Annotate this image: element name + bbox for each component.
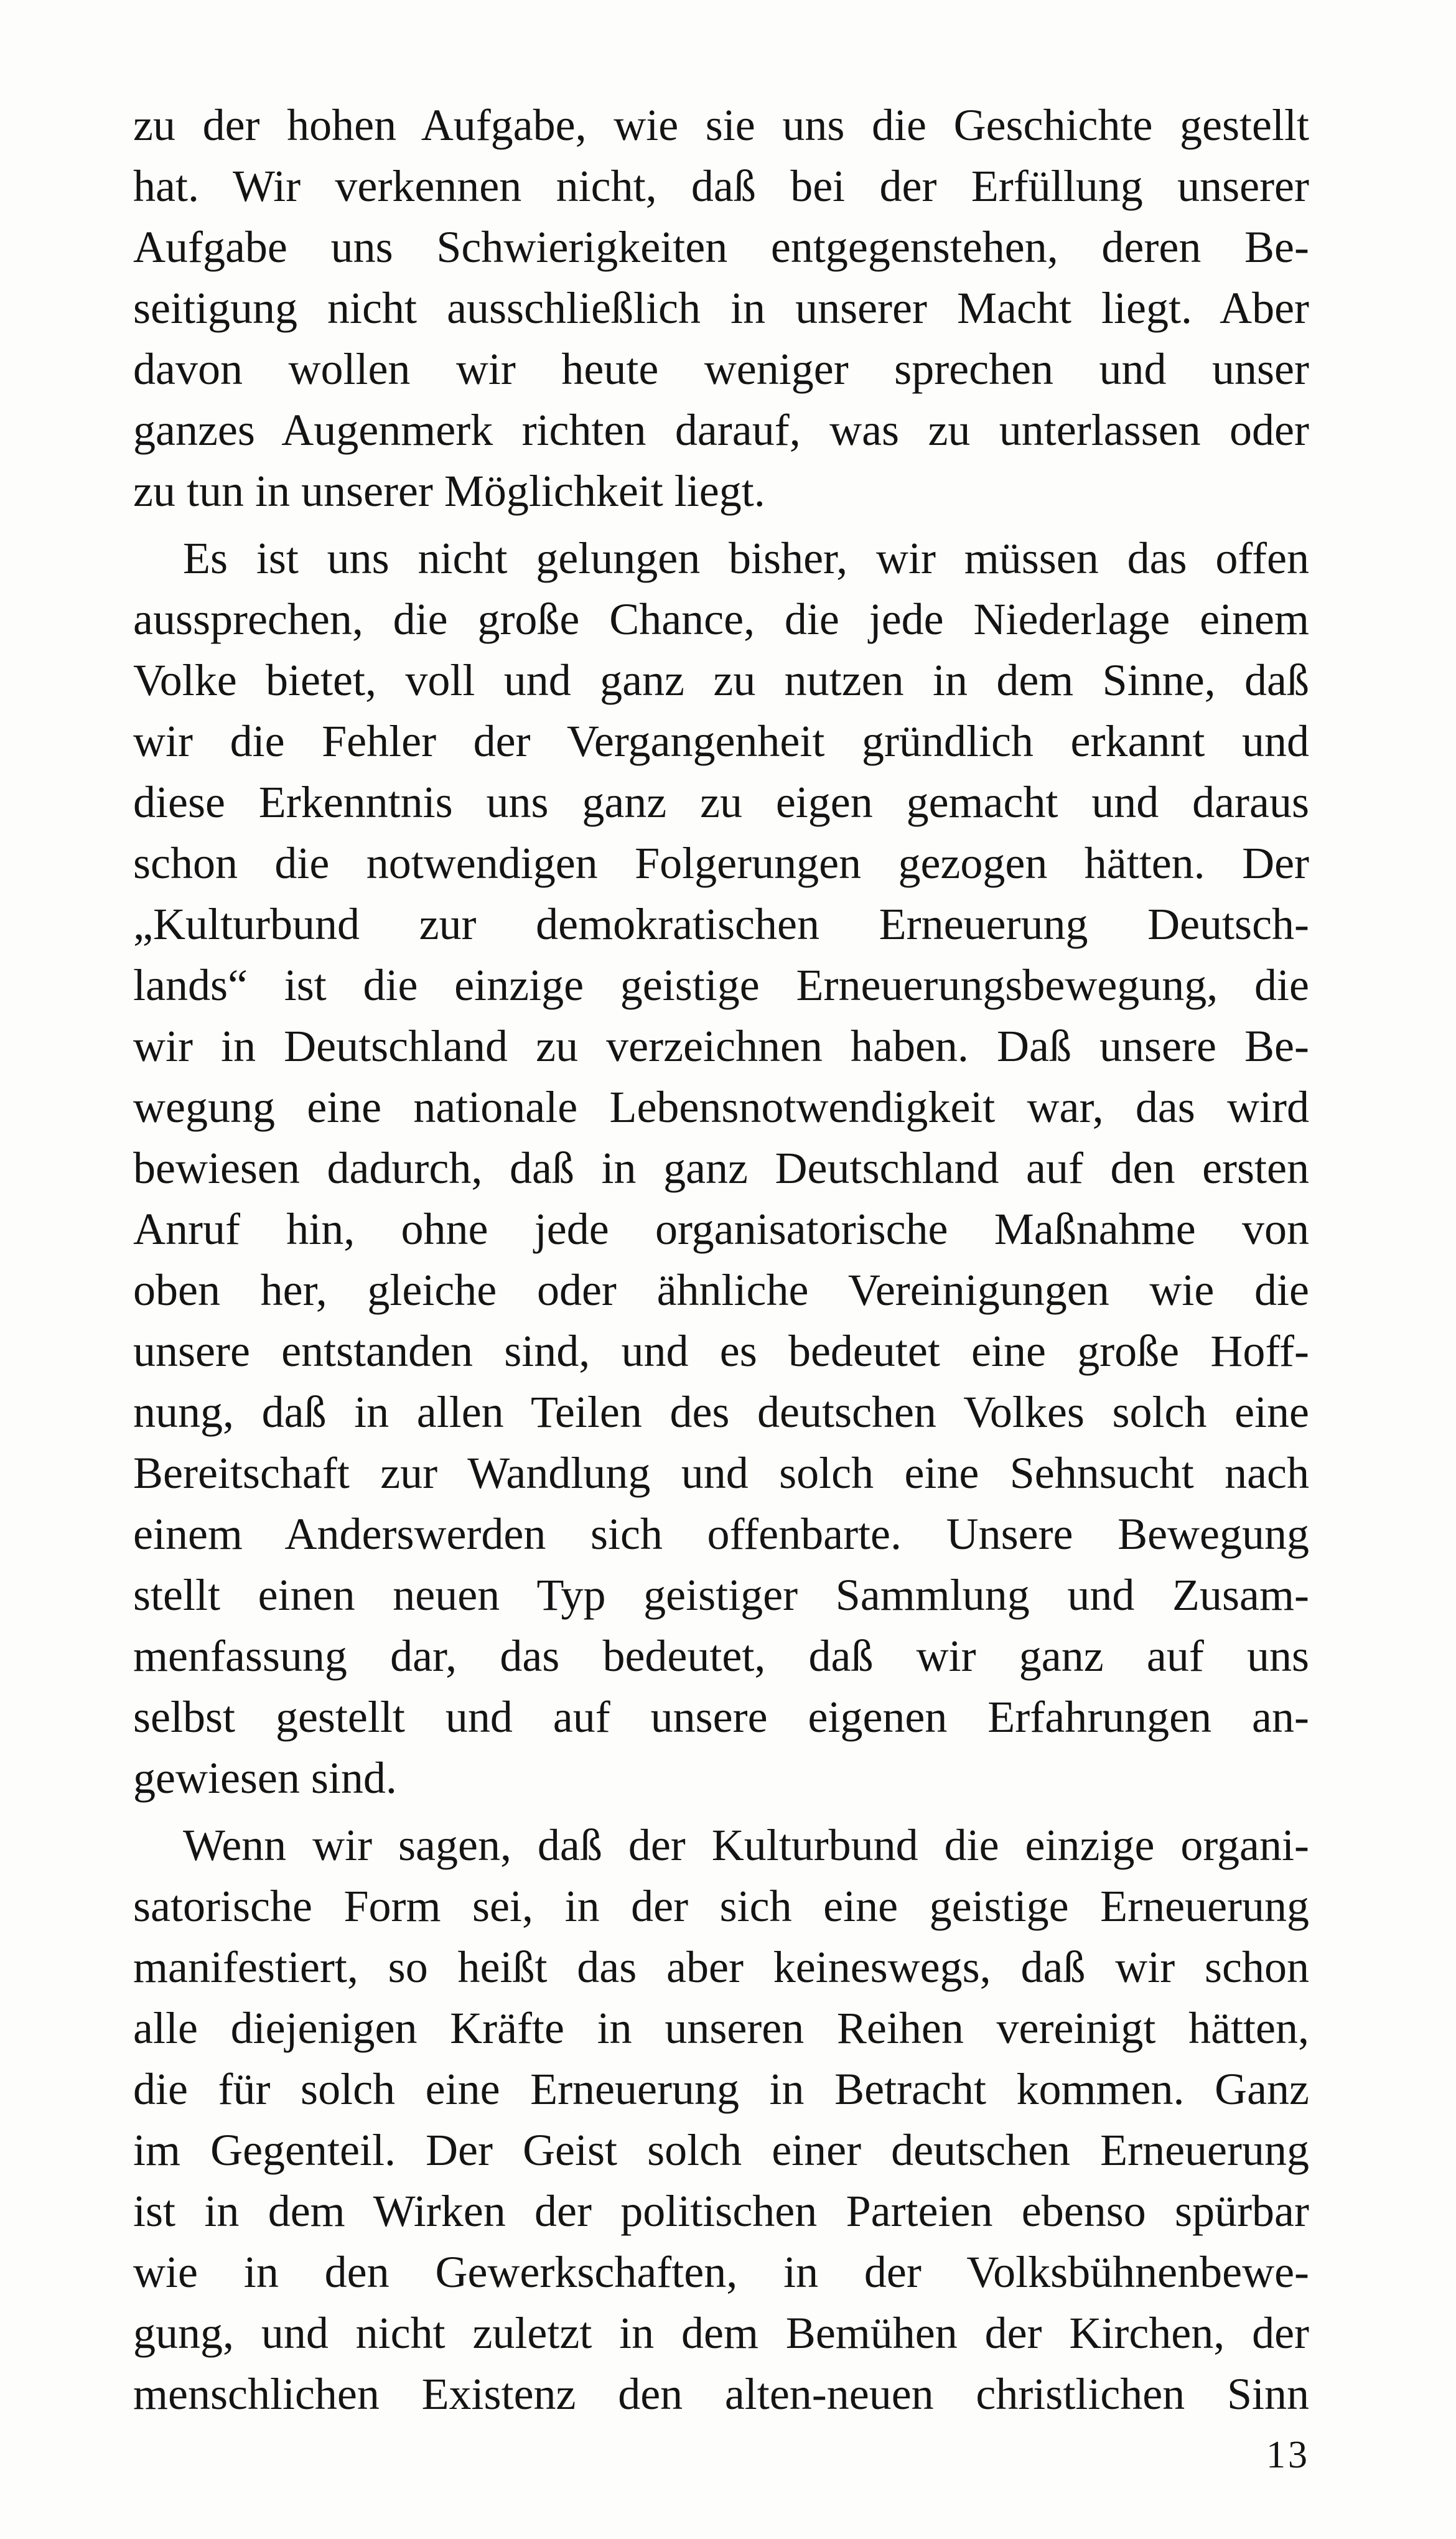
text-line: gung, und nicht zuletzt in dem Bemühen der Kirchen, der — [133, 2308, 1309, 2358]
text-line: wir die Fehler der Vergangenheit gründlich erkannt und — [133, 716, 1309, 766]
text-line: einem Anderswerden sich offenbarte. Unsere Bewegung — [133, 1509, 1309, 1559]
text-line: im Gegenteil. Der Geist solch einer deutschen Erneuerung — [133, 2125, 1309, 2175]
text-line: menschlichen Existenz den alten-neuen christlichen Sinn — [133, 2369, 1309, 2419]
text-line: alle diejenigen Kräfte in unseren Reihen vereinigt hätten, — [133, 2003, 1309, 2053]
text-line: gewiesen sind. — [133, 1753, 397, 1803]
text-line: Volke bietet, voll und ganz zu nutzen in dem Sinne, daß — [133, 655, 1309, 705]
text-line: zu tun in unserer Möglichkeit liegt. — [133, 466, 765, 516]
text-line: ganzes Augenmerk richten darauf, was zu unterlassen oder — [133, 405, 1309, 455]
text-line: nung, daß in allen Teilen des deutschen Volkes solch eine — [133, 1387, 1309, 1437]
text-line: selbst gestellt und auf unsere eigenen Erfahrungen an- — [133, 1692, 1309, 1742]
text-line: davon wollen wir heute weniger sprechen und unser — [133, 344, 1309, 394]
body-text — [133, 95, 1309, 2424]
text-line: die für solch eine Erneuerung in Betracht kommen. Ganz — [133, 2064, 1309, 2114]
text-line: wir in Deutschland zu verzeichnen haben. Daß unsere Be- — [133, 1021, 1309, 1071]
paragraph-1 — [133, 95, 1309, 521]
text-line: „Kulturbund zur demokratischen Erneuerung Deutsch- — [133, 899, 1309, 949]
text-line: wie in den Gewerkschaften, in der Volksbühnenbewe- — [133, 2247, 1309, 2297]
text-line: bewiesen dadurch, daß in ganz Deutschland auf den ersten — [133, 1143, 1309, 1193]
text-line: unsere entstanden sind, und es bedeutet eine große Hoff- — [133, 1326, 1309, 1376]
text-line: Anruf hin, ohne jede organisatorische Maßnahme von — [133, 1204, 1309, 1254]
text-line: aussprechen, die große Chance, die jede Niederlage einem — [133, 594, 1309, 644]
paragraph-2 — [133, 528, 1309, 1808]
text-line: Wenn wir sagen, daß der Kulturbund die einzige organi- — [183, 1820, 1309, 1870]
text-line: schon die notwendigen Folgerungen gezogen hätten. Der — [133, 838, 1309, 888]
text-line: ist in dem Wirken der politischen Parteien ebenso spürbar — [133, 2186, 1309, 2236]
text-line: wegung eine nationale Lebensnotwendigkeit war, das wird — [133, 1082, 1309, 1132]
paragraph-3 — [133, 1815, 1309, 2424]
text-line: Es ist uns nicht gelungen bisher, wir müssen das offen — [183, 533, 1309, 583]
text-line: seitigung nicht ausschließlich in unserer Macht liegt. Aber — [133, 283, 1309, 333]
text-line: zu der hohen Aufgabe, wie sie uns die Geschichte gestellt — [133, 100, 1309, 150]
text-line: hat. Wir verkennen nicht, daß bei der Erfüllung unserer — [133, 161, 1309, 211]
text-line: oben her, gleiche oder ähnliche Vereinigungen wie die — [133, 1265, 1309, 1315]
text-line: lands“ ist die einzige geistige Erneuerungsbewegung, die — [133, 960, 1309, 1010]
text-line: Aufgabe uns Schwierigkeiten entgegenstehen, deren Be- — [133, 222, 1309, 272]
text-line: Bereitschaft zur Wandlung und solch eine Sehnsucht nach — [133, 1448, 1309, 1498]
text-line: diese Erkenntnis uns ganz zu eigen gemacht und daraus — [133, 777, 1309, 827]
text-line: menfassung dar, das bedeutet, daß wir ganz auf uns — [133, 1631, 1309, 1681]
text-line: manifestiert, so heißt das aber keineswegs, daß wir schon — [133, 1942, 1309, 1992]
text-line: stellt einen neuen Typ geistiger Sammlung und Zusam- — [133, 1570, 1309, 1620]
page-number: 13 — [1266, 2434, 1310, 2476]
text-line: satorische Form sei, in der sich eine geistige Erneuerung — [133, 1881, 1309, 1931]
